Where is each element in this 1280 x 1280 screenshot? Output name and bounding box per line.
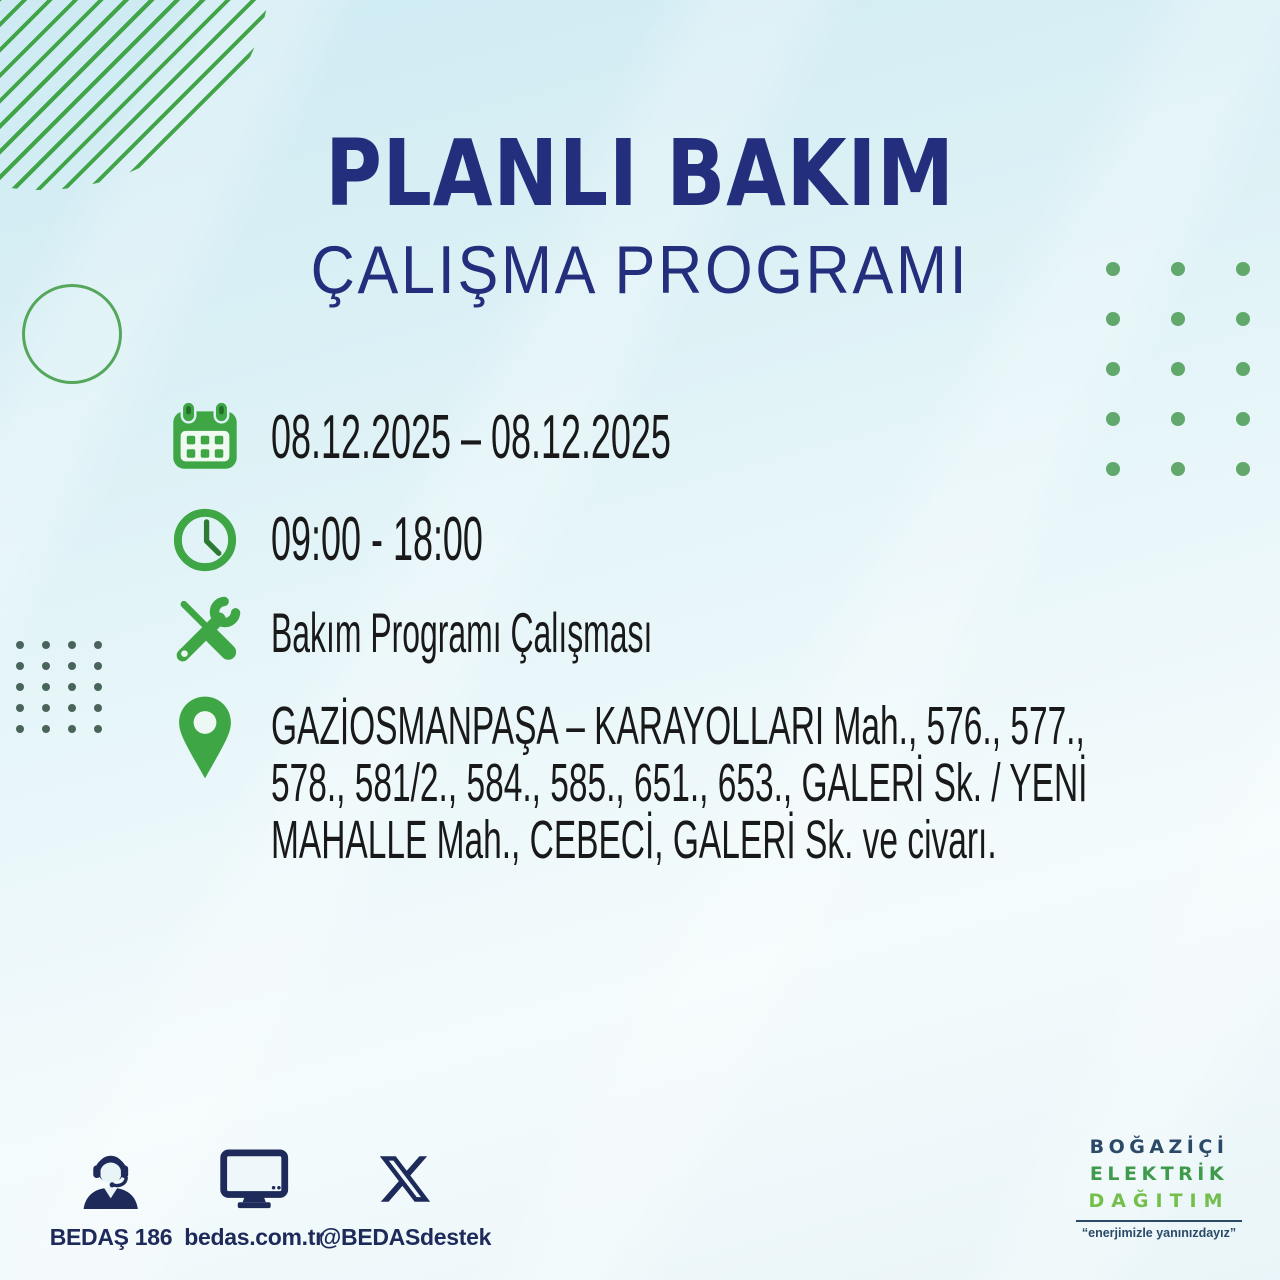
calendar-icon	[163, 398, 247, 476]
work-type-text: Bakım Programı Çalışması	[271, 600, 653, 664]
website-contact	[184, 1144, 324, 1251]
date-row	[163, 398, 961, 476]
location-row	[163, 694, 1280, 869]
brand-name-line-1: BOĞAZİÇİ	[1089, 1136, 1229, 1158]
headset-agent-icon	[79, 1144, 143, 1214]
monitor-icon	[219, 1144, 289, 1214]
date-range-text: 08.12.2025 – 08.12.2025	[271, 402, 671, 472]
poster-title: PLANLI BAKIM	[325, 120, 955, 227]
location-line-3: MAHALLE Mah., CEBECİ, GALERİ Sk. ve civarı.	[271, 810, 997, 870]
brand-tagline: “enerjimizle yanınızdayız”	[1081, 1226, 1237, 1240]
website-label: bedas.com.tr	[184, 1224, 324, 1250]
time-row	[163, 504, 636, 575]
brand-name-line-3: DAĞITIM	[1088, 1190, 1230, 1212]
poster-subtitle: ÇALIŞMA PROGRAMI	[310, 231, 970, 308]
time-range-text: 09:00 - 18:00	[271, 505, 483, 574]
location-line-2: 578., 581/2., 584., 585., 651., 653., GALERİ Sk. / YENİ	[271, 753, 1088, 813]
clock-icon	[163, 506, 247, 574]
poster-header	[0, 120, 1280, 308]
social-contact	[319, 1144, 491, 1251]
support-contact	[50, 1144, 173, 1251]
work-type-row	[163, 592, 940, 672]
brand-divider	[1076, 1220, 1242, 1222]
map-pin-icon	[163, 694, 247, 782]
tools-icon	[163, 592, 247, 672]
location-line-1: GAZİOSMANPAŞA – KARAYOLLARI Mah., 576., 577.,	[271, 696, 1085, 756]
brand-logo	[1074, 1138, 1244, 1240]
social-label: @BEDASdestek	[318, 1224, 492, 1250]
location-text-block	[271, 698, 1280, 869]
x-twitter-icon	[377, 1144, 433, 1214]
dot-grid-left-decoration	[16, 641, 102, 733]
support-label: BEDAŞ 186	[49, 1224, 173, 1250]
brand-name-line-2: ELEKTRİK	[1089, 1163, 1229, 1185]
